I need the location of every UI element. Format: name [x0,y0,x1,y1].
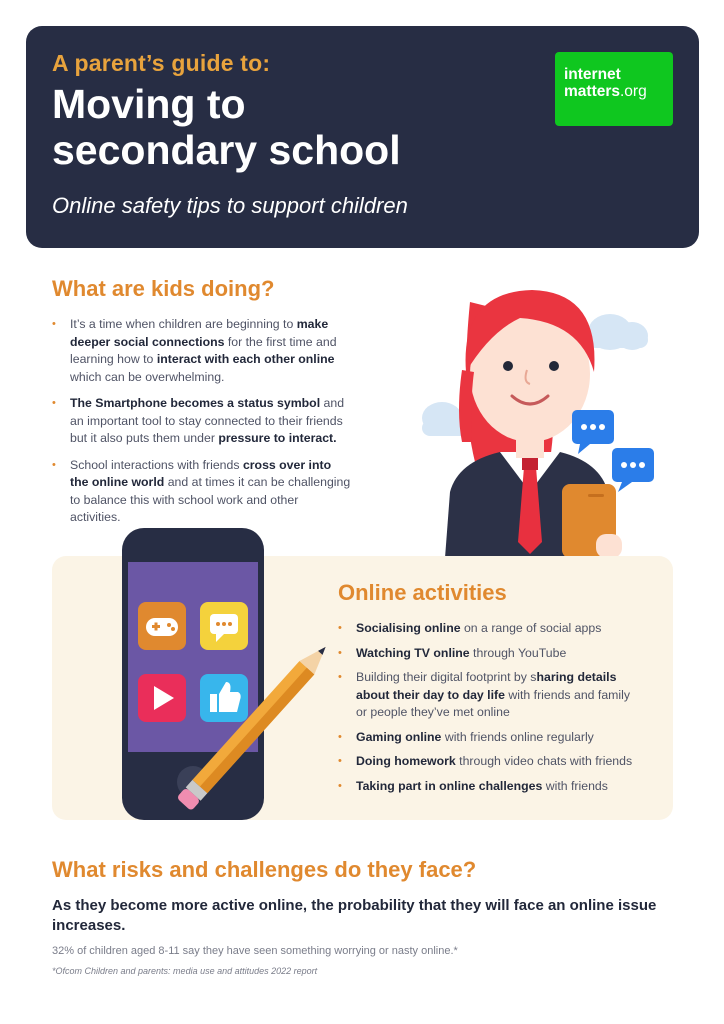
bullet-icon: • [338,671,342,683]
activity-item-text: Doing homework [356,754,456,768]
risks-lead-text: As they become more active online, the probability that they will face an online issue increases. [52,897,657,934]
activity-list-item [338,620,638,638]
activity-item-text: Gaming online [356,729,442,744]
kids-item-text: make deeper social connections [70,317,329,349]
bullet-icon: • [52,397,56,409]
kids-item-text: The Smartphone becomes a status symbol [70,396,321,410]
activity-item-text: through video chats with friends [455,754,633,768]
kids-list-item [52,457,352,527]
bullet-icon: • [338,730,342,743]
activity-item-text: Taking part in online challenges [356,778,543,793]
activity-item-text: with friends online regularly [441,729,594,744]
internet-matters-logo [555,52,673,126]
kids-item-text: School interactions with friends [70,457,243,472]
chat-bubble-icon [572,410,614,454]
activity-list-item [338,753,638,771]
gamepad-app-icon [138,602,186,650]
logo-suffix: .org [620,83,647,100]
cloud-icon [588,314,648,350]
header-banner [26,26,699,248]
page-title-line-2: secondary school [52,127,401,173]
activity-item-text: with friends [542,778,608,793]
header-kicker: A parent’s guide to: [52,50,271,76]
kids-section-title: What are kids doing? [52,276,275,301]
activity-list-item [338,778,638,796]
risks-section-title: What risks and challenges do they face? [52,857,477,882]
risks-statistic: 32% of children aged 8-11 say they have seen something worrying or nasty online.* [52,945,458,957]
activity-item-text: with friends and family or people they’ve met online [356,687,631,719]
kids-item-text: which can be overwhelming. [70,369,225,384]
message-app-icon [200,602,248,650]
activity-item-text: on a range of social apps [460,621,602,635]
kids-list-item [52,395,352,448]
bullet-icon: • [52,458,56,471]
activity-list-item [338,729,638,747]
activity-item-text: Building their digital footprint by s [356,670,537,684]
activity-item-text: Watching TV online [356,645,470,660]
bullet-icon: • [52,318,56,330]
kids-item-text: and at times it can be challenging to balance this with school work and other activities. [70,475,351,524]
bullet-icon: • [338,646,342,659]
page-title-line-1: Moving to [52,81,246,127]
logo-line-2 [564,83,673,100]
risks-source-note: *Ofcom Children and parents: media use and attitudes 2022 report [52,966,318,976]
activities-bullet-list [338,620,638,802]
kids-item-text: It’s a time when children are beginning to [70,317,297,331]
thumbs-up-app-icon [200,674,248,722]
girl-with-phone-illustration [400,262,690,558]
kids-bullet-list [52,316,352,536]
video-play-app-icon [138,674,186,722]
chat-bubble-icon [612,448,654,492]
activity-list-item [338,645,638,663]
kids-item-text: interact with each other online [156,352,335,366]
kids-item-text: for the first time and learning how to [70,334,337,366]
kids-item-text: and an important tool to stay connected to their friends but it also puts them under [70,396,345,445]
kids-item-text: cross over into the online world [70,457,332,489]
activity-list-item [338,669,638,722]
phone-apps-illustration [110,522,330,838]
page-subtitle: Online safety tips to support children [52,193,408,218]
logo-word: matters [564,83,620,100]
activity-item-text: through YouTube [469,645,567,660]
logo-line-1: internet [564,66,621,83]
activity-item-text: haring details about their day to day life [356,670,617,702]
bullet-icon: • [338,755,342,767]
bullet-icon: • [338,779,342,792]
smartphone-icon [562,484,622,558]
activity-item-text: Socialising online [356,621,461,635]
activities-section-title: Online activities [338,580,507,605]
bullet-icon: • [338,622,342,634]
kids-list-item [52,316,352,386]
kids-item-text: pressure to interact. [218,431,337,445]
